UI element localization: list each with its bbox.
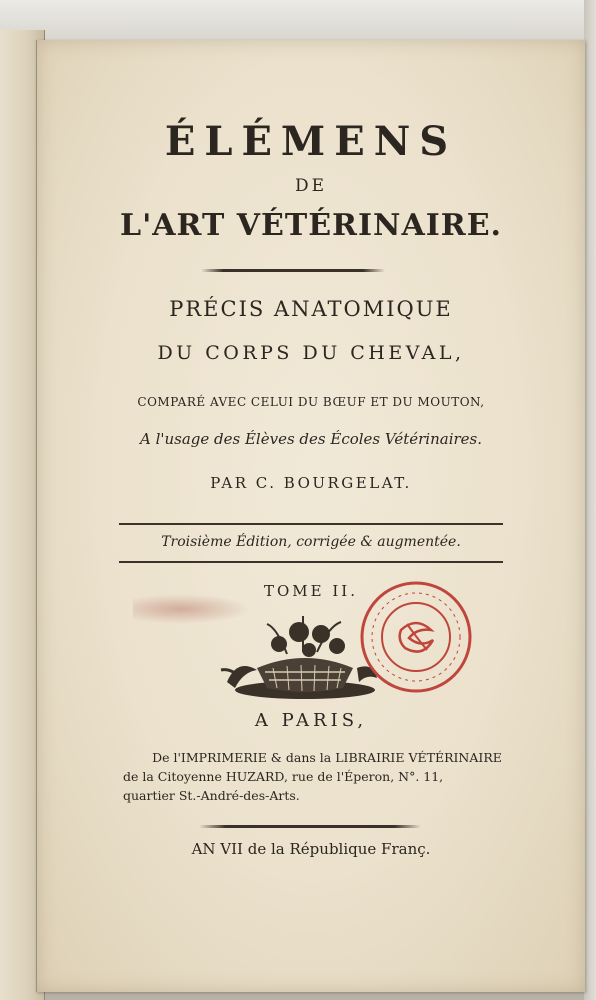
scan-background-right: [584, 0, 596, 1000]
double-rule-bottom: [119, 561, 503, 563]
volume-label: TOME II.: [264, 582, 358, 600]
scan-background-top: [0, 0, 596, 40]
book-title-subject: L'ART VÉTÉRINAIRE.: [120, 208, 502, 243]
imprint-block: [107, 748, 547, 805]
imprint-line-2: de la Citoyenne HUZARD, rue de l'Éperon, N°. 11,: [123, 769, 444, 784]
subtitle-corps: DU CORPS DU CHEVAL,: [157, 342, 465, 364]
book-title: ÉLÉMENS: [164, 118, 458, 165]
ornamental-rule-bottom: [199, 825, 421, 828]
subtitle-precis: PRÉCIS ANATOMIQUE: [169, 297, 453, 321]
subtitle-compare: COMPARÉ AVEC CELUI DU BŒUF ET DU MOUTON,: [137, 395, 485, 409]
publication-date: AN VII de la République Franç.: [191, 840, 431, 858]
title-connector: DE: [294, 176, 328, 196]
imprint-line-3: quartier St.-André-des-Arts.: [123, 788, 300, 803]
edition-line: Troisième Édition, corrigée & augmentée.: [161, 534, 461, 550]
subtitle-usage: A l'usage des Élèves des Écoles Vétérinaires.: [139, 430, 483, 448]
imprint-place: A PARIS,: [254, 710, 368, 731]
author-line: PAR C. BOURGELAT.: [210, 474, 412, 492]
double-rule-top: [119, 523, 503, 525]
ornamental-rule: [201, 269, 385, 272]
title-page: [36, 40, 585, 992]
library-stamp-icon: [357, 578, 475, 696]
imprint-line-1: De l'IMPRIMERIE & dans la LIBRAIRIE VÉTÉRINAIRE: [152, 750, 502, 765]
